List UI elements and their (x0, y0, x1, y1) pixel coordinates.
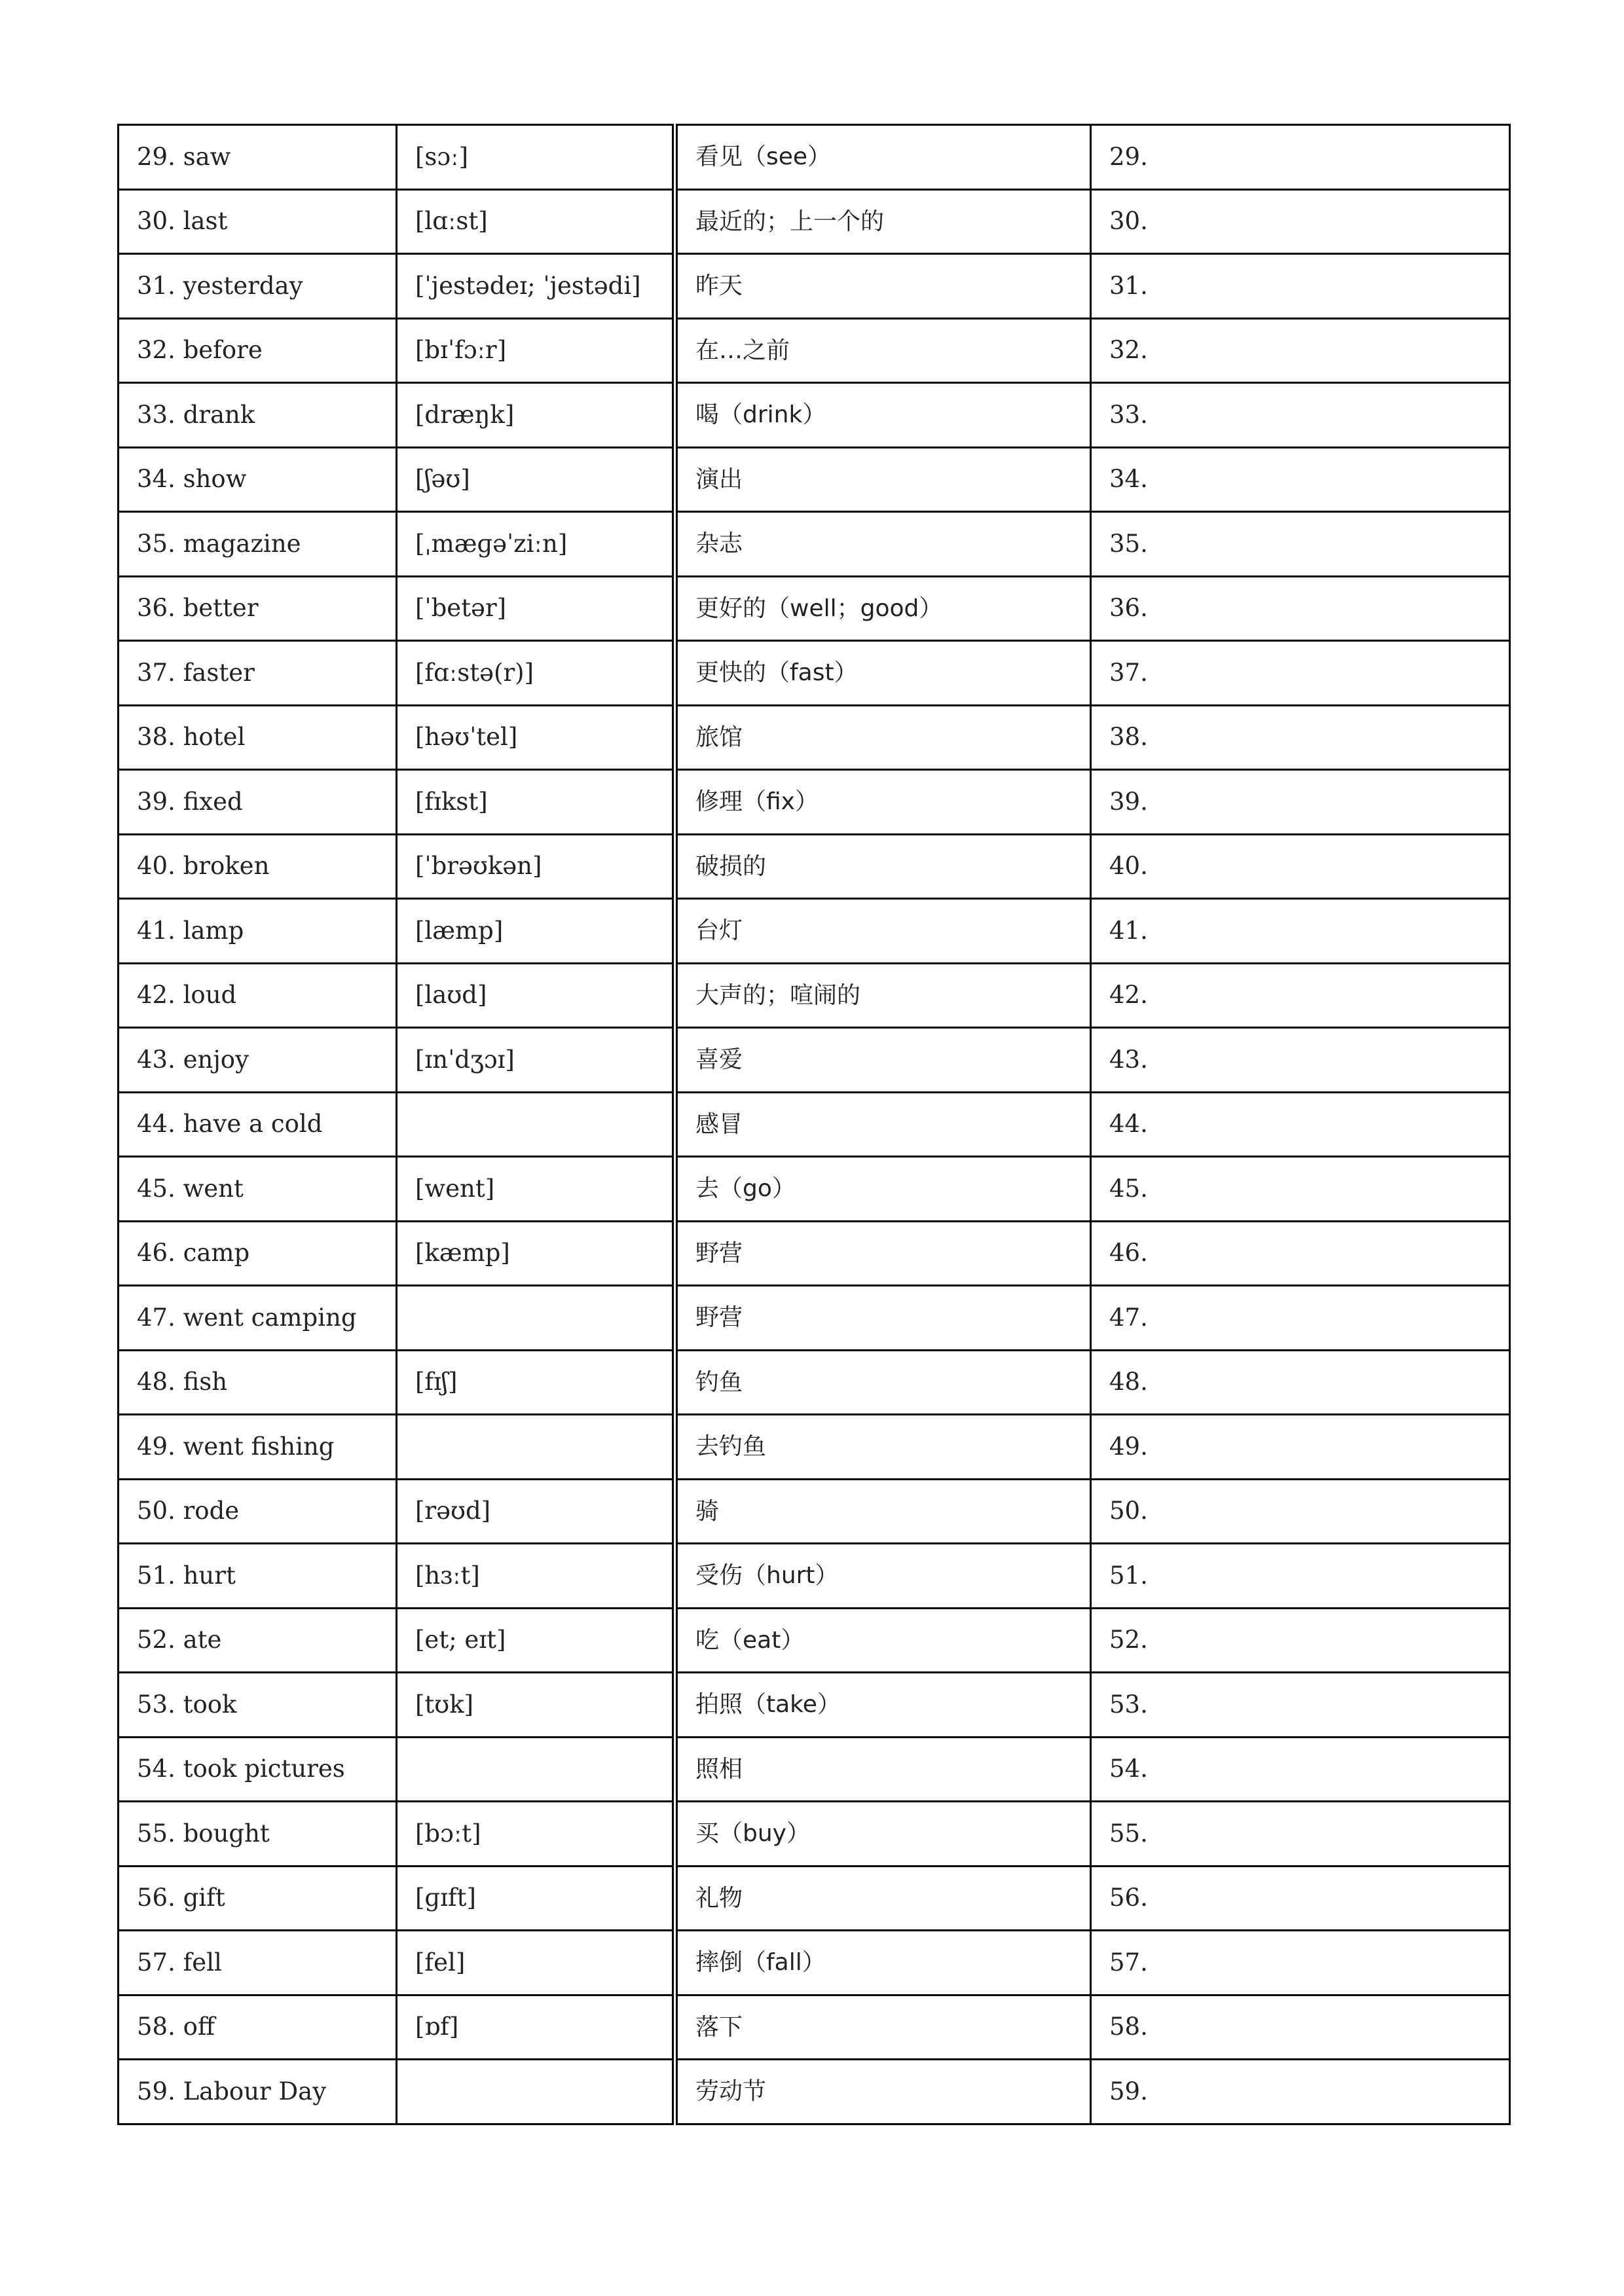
answer-cell: 35. (1091, 512, 1510, 577)
answer-cell: 44. (1091, 1092, 1510, 1157)
meaning-cell: 骑 (675, 1479, 1091, 1544)
answer-cell: 42. (1091, 963, 1510, 1028)
table-row (119, 1673, 1510, 1738)
table-row (119, 1092, 1510, 1157)
phonetic-cell: [lɑːst] (397, 189, 675, 254)
table-row (119, 1544, 1510, 1609)
table-row (119, 576, 1510, 641)
phonetic-cell: [bɔːt] (397, 1802, 675, 1867)
phonetic-cell (397, 1092, 675, 1157)
answer-cell: 41. (1091, 899, 1510, 964)
phonetic-cell: [laʊd] (397, 963, 675, 1028)
answer-cell: 50. (1091, 1479, 1510, 1544)
meaning-cell: 拍照（take） (675, 1673, 1091, 1738)
answer-cell: 43. (1091, 1028, 1510, 1093)
phonetic-cell: [ˈjestədeɪ; ˈjestədi] (397, 254, 675, 319)
answer-cell: 55. (1091, 1802, 1510, 1867)
table-row (119, 641, 1510, 706)
meaning-cell: 去（go） (675, 1157, 1091, 1222)
word-cell: 32. before (119, 318, 397, 383)
table-row (119, 1350, 1510, 1415)
phonetic-cell: [fɪʃ] (397, 1350, 675, 1415)
phonetic-cell: [ˈbetər] (397, 576, 675, 641)
phonetic-cell: [et; eɪt] (397, 1608, 675, 1673)
meaning-cell: 受伤（hurt） (675, 1544, 1091, 1609)
meaning-cell: 吃（eat） (675, 1608, 1091, 1673)
meaning-cell: 更好的（well；good） (675, 576, 1091, 641)
meaning-cell: 礼物 (675, 1866, 1091, 1931)
answer-cell: 31. (1091, 254, 1510, 319)
answer-cell: 52. (1091, 1608, 1510, 1673)
meaning-cell: 劳动节 (675, 2060, 1091, 2124)
phonetic-cell: [ʃəʊ] (397, 447, 675, 512)
phonetic-cell: [ɡɪft] (397, 1866, 675, 1931)
table-row (119, 125, 1510, 190)
table-row (119, 770, 1510, 835)
meaning-cell: 演出 (675, 447, 1091, 512)
answer-cell: 37. (1091, 641, 1510, 706)
word-cell: 46. camp (119, 1221, 397, 1286)
word-cell: 42. loud (119, 963, 397, 1028)
answer-cell: 57. (1091, 1931, 1510, 1995)
phonetic-cell: [ɪnˈdʒɔɪ] (397, 1028, 675, 1093)
word-cell: 29. saw (119, 125, 397, 190)
meaning-cell: 看见（see） (675, 125, 1091, 190)
answer-cell: 53. (1091, 1673, 1510, 1738)
meaning-cell: 台灯 (675, 899, 1091, 964)
answer-cell: 39. (1091, 770, 1510, 835)
word-cell: 40. broken (119, 834, 397, 899)
answer-cell: 56. (1091, 1866, 1510, 1931)
meaning-cell: 破损的 (675, 834, 1091, 899)
table-row (119, 1286, 1510, 1351)
word-cell: 59. Labour Day (119, 2060, 397, 2124)
table-row (119, 189, 1510, 254)
meaning-cell: 修理（fix） (675, 770, 1091, 835)
phonetic-cell: [rəʊd] (397, 1479, 675, 1544)
vocabulary-table (117, 124, 1511, 2125)
phonetic-cell: [tʊk] (397, 1673, 675, 1738)
word-cell: 51. hurt (119, 1544, 397, 1609)
answer-cell: 30. (1091, 189, 1510, 254)
vocabulary-table-body (119, 125, 1510, 2124)
meaning-cell: 旅馆 (675, 705, 1091, 770)
word-cell: 49. went fishing (119, 1415, 397, 1480)
table-row (119, 1221, 1510, 1286)
table-row (119, 1802, 1510, 1867)
table-row (119, 2060, 1510, 2124)
table-row (119, 1866, 1510, 1931)
word-cell: 44. have a cold (119, 1092, 397, 1157)
answer-cell: 38. (1091, 705, 1510, 770)
word-cell: 52. ate (119, 1608, 397, 1673)
word-cell: 37. faster (119, 641, 397, 706)
answer-cell: 51. (1091, 1544, 1510, 1609)
table-row (119, 963, 1510, 1028)
table-row (119, 383, 1510, 448)
word-cell: 54. took pictures (119, 1737, 397, 1802)
word-cell: 43. enjoy (119, 1028, 397, 1093)
table-row (119, 1415, 1510, 1480)
table-row (119, 1028, 1510, 1093)
answer-cell: 45. (1091, 1157, 1510, 1222)
phonetic-cell: [hɜːt] (397, 1544, 675, 1609)
phonetic-cell: [læmp] (397, 899, 675, 964)
phonetic-cell (397, 2060, 675, 2124)
table-row (119, 254, 1510, 319)
word-cell: 56. gift (119, 1866, 397, 1931)
table-row (119, 512, 1510, 577)
meaning-cell: 在…之前 (675, 318, 1091, 383)
phonetic-cell: [went] (397, 1157, 675, 1222)
word-cell: 50. rode (119, 1479, 397, 1544)
meaning-cell: 感冒 (675, 1092, 1091, 1157)
answer-cell: 40. (1091, 834, 1510, 899)
phonetic-cell: [sɔː] (397, 125, 675, 190)
answer-cell: 54. (1091, 1737, 1510, 1802)
word-cell: 48. fish (119, 1350, 397, 1415)
meaning-cell: 钓鱼 (675, 1350, 1091, 1415)
table-row (119, 318, 1510, 383)
table-row (119, 1737, 1510, 1802)
answer-cell: 46. (1091, 1221, 1510, 1286)
table-row (119, 447, 1510, 512)
answer-cell: 29. (1091, 125, 1510, 190)
word-cell: 39. fixed (119, 770, 397, 835)
word-cell: 36. better (119, 576, 397, 641)
answer-cell: 59. (1091, 2060, 1510, 2124)
table-row (119, 899, 1510, 964)
word-cell: 31. yesterday (119, 254, 397, 319)
word-cell: 58. off (119, 1995, 397, 2060)
phonetic-cell (397, 1737, 675, 1802)
table-row (119, 1931, 1510, 1995)
phonetic-cell: [ɒf] (397, 1995, 675, 2060)
phonetic-cell: [fɪkst] (397, 770, 675, 835)
word-cell: 45. went (119, 1157, 397, 1222)
meaning-cell: 落下 (675, 1995, 1091, 2060)
phonetic-cell: [dræŋk] (397, 383, 675, 448)
word-cell: 47. went camping (119, 1286, 397, 1351)
meaning-cell: 买（buy） (675, 1802, 1091, 1867)
phonetic-cell: [bɪˈfɔːr] (397, 318, 675, 383)
word-cell: 53. took (119, 1673, 397, 1738)
table-row (119, 1479, 1510, 1544)
phonetic-cell: [ˈbrəʊkən] (397, 834, 675, 899)
meaning-cell: 照相 (675, 1737, 1091, 1802)
meaning-cell: 野营 (675, 1221, 1091, 1286)
table-row (119, 1157, 1510, 1222)
table-row (119, 834, 1510, 899)
meaning-cell: 喝（drink） (675, 383, 1091, 448)
answer-cell: 49. (1091, 1415, 1510, 1480)
phonetic-cell (397, 1415, 675, 1480)
phonetic-cell: [fel] (397, 1931, 675, 1995)
phonetic-cell: [kæmp] (397, 1221, 675, 1286)
answer-cell: 58. (1091, 1995, 1510, 2060)
answer-cell: 47. (1091, 1286, 1510, 1351)
answer-cell: 34. (1091, 447, 1510, 512)
meaning-cell: 去钓鱼 (675, 1415, 1091, 1480)
table-row (119, 705, 1510, 770)
table-row (119, 1995, 1510, 2060)
answer-cell: 36. (1091, 576, 1510, 641)
answer-cell: 32. (1091, 318, 1510, 383)
word-cell: 38. hotel (119, 705, 397, 770)
meaning-cell: 最近的；上一个的 (675, 189, 1091, 254)
word-cell: 55. bought (119, 1802, 397, 1867)
word-cell: 35. magazine (119, 512, 397, 577)
meaning-cell: 摔倒（fall） (675, 1931, 1091, 1995)
answer-cell: 48. (1091, 1350, 1510, 1415)
word-cell: 33. drank (119, 383, 397, 448)
answer-cell: 33. (1091, 383, 1510, 448)
meaning-cell: 更快的（fast） (675, 641, 1091, 706)
table-row (119, 1608, 1510, 1673)
meaning-cell: 昨天 (675, 254, 1091, 319)
phonetic-cell: [həʊˈtel] (397, 705, 675, 770)
phonetic-cell: [fɑːstə(r)] (397, 641, 675, 706)
meaning-cell: 野营 (675, 1286, 1091, 1351)
word-cell: 30. last (119, 189, 397, 254)
meaning-cell: 大声的；喧闹的 (675, 963, 1091, 1028)
phonetic-cell: [ˌmæɡəˈziːn] (397, 512, 675, 577)
meaning-cell: 杂志 (675, 512, 1091, 577)
meaning-cell: 喜爱 (675, 1028, 1091, 1093)
word-cell: 41. lamp (119, 899, 397, 964)
phonetic-cell (397, 1286, 675, 1351)
word-cell: 34. show (119, 447, 397, 512)
word-cell: 57. fell (119, 1931, 397, 1995)
